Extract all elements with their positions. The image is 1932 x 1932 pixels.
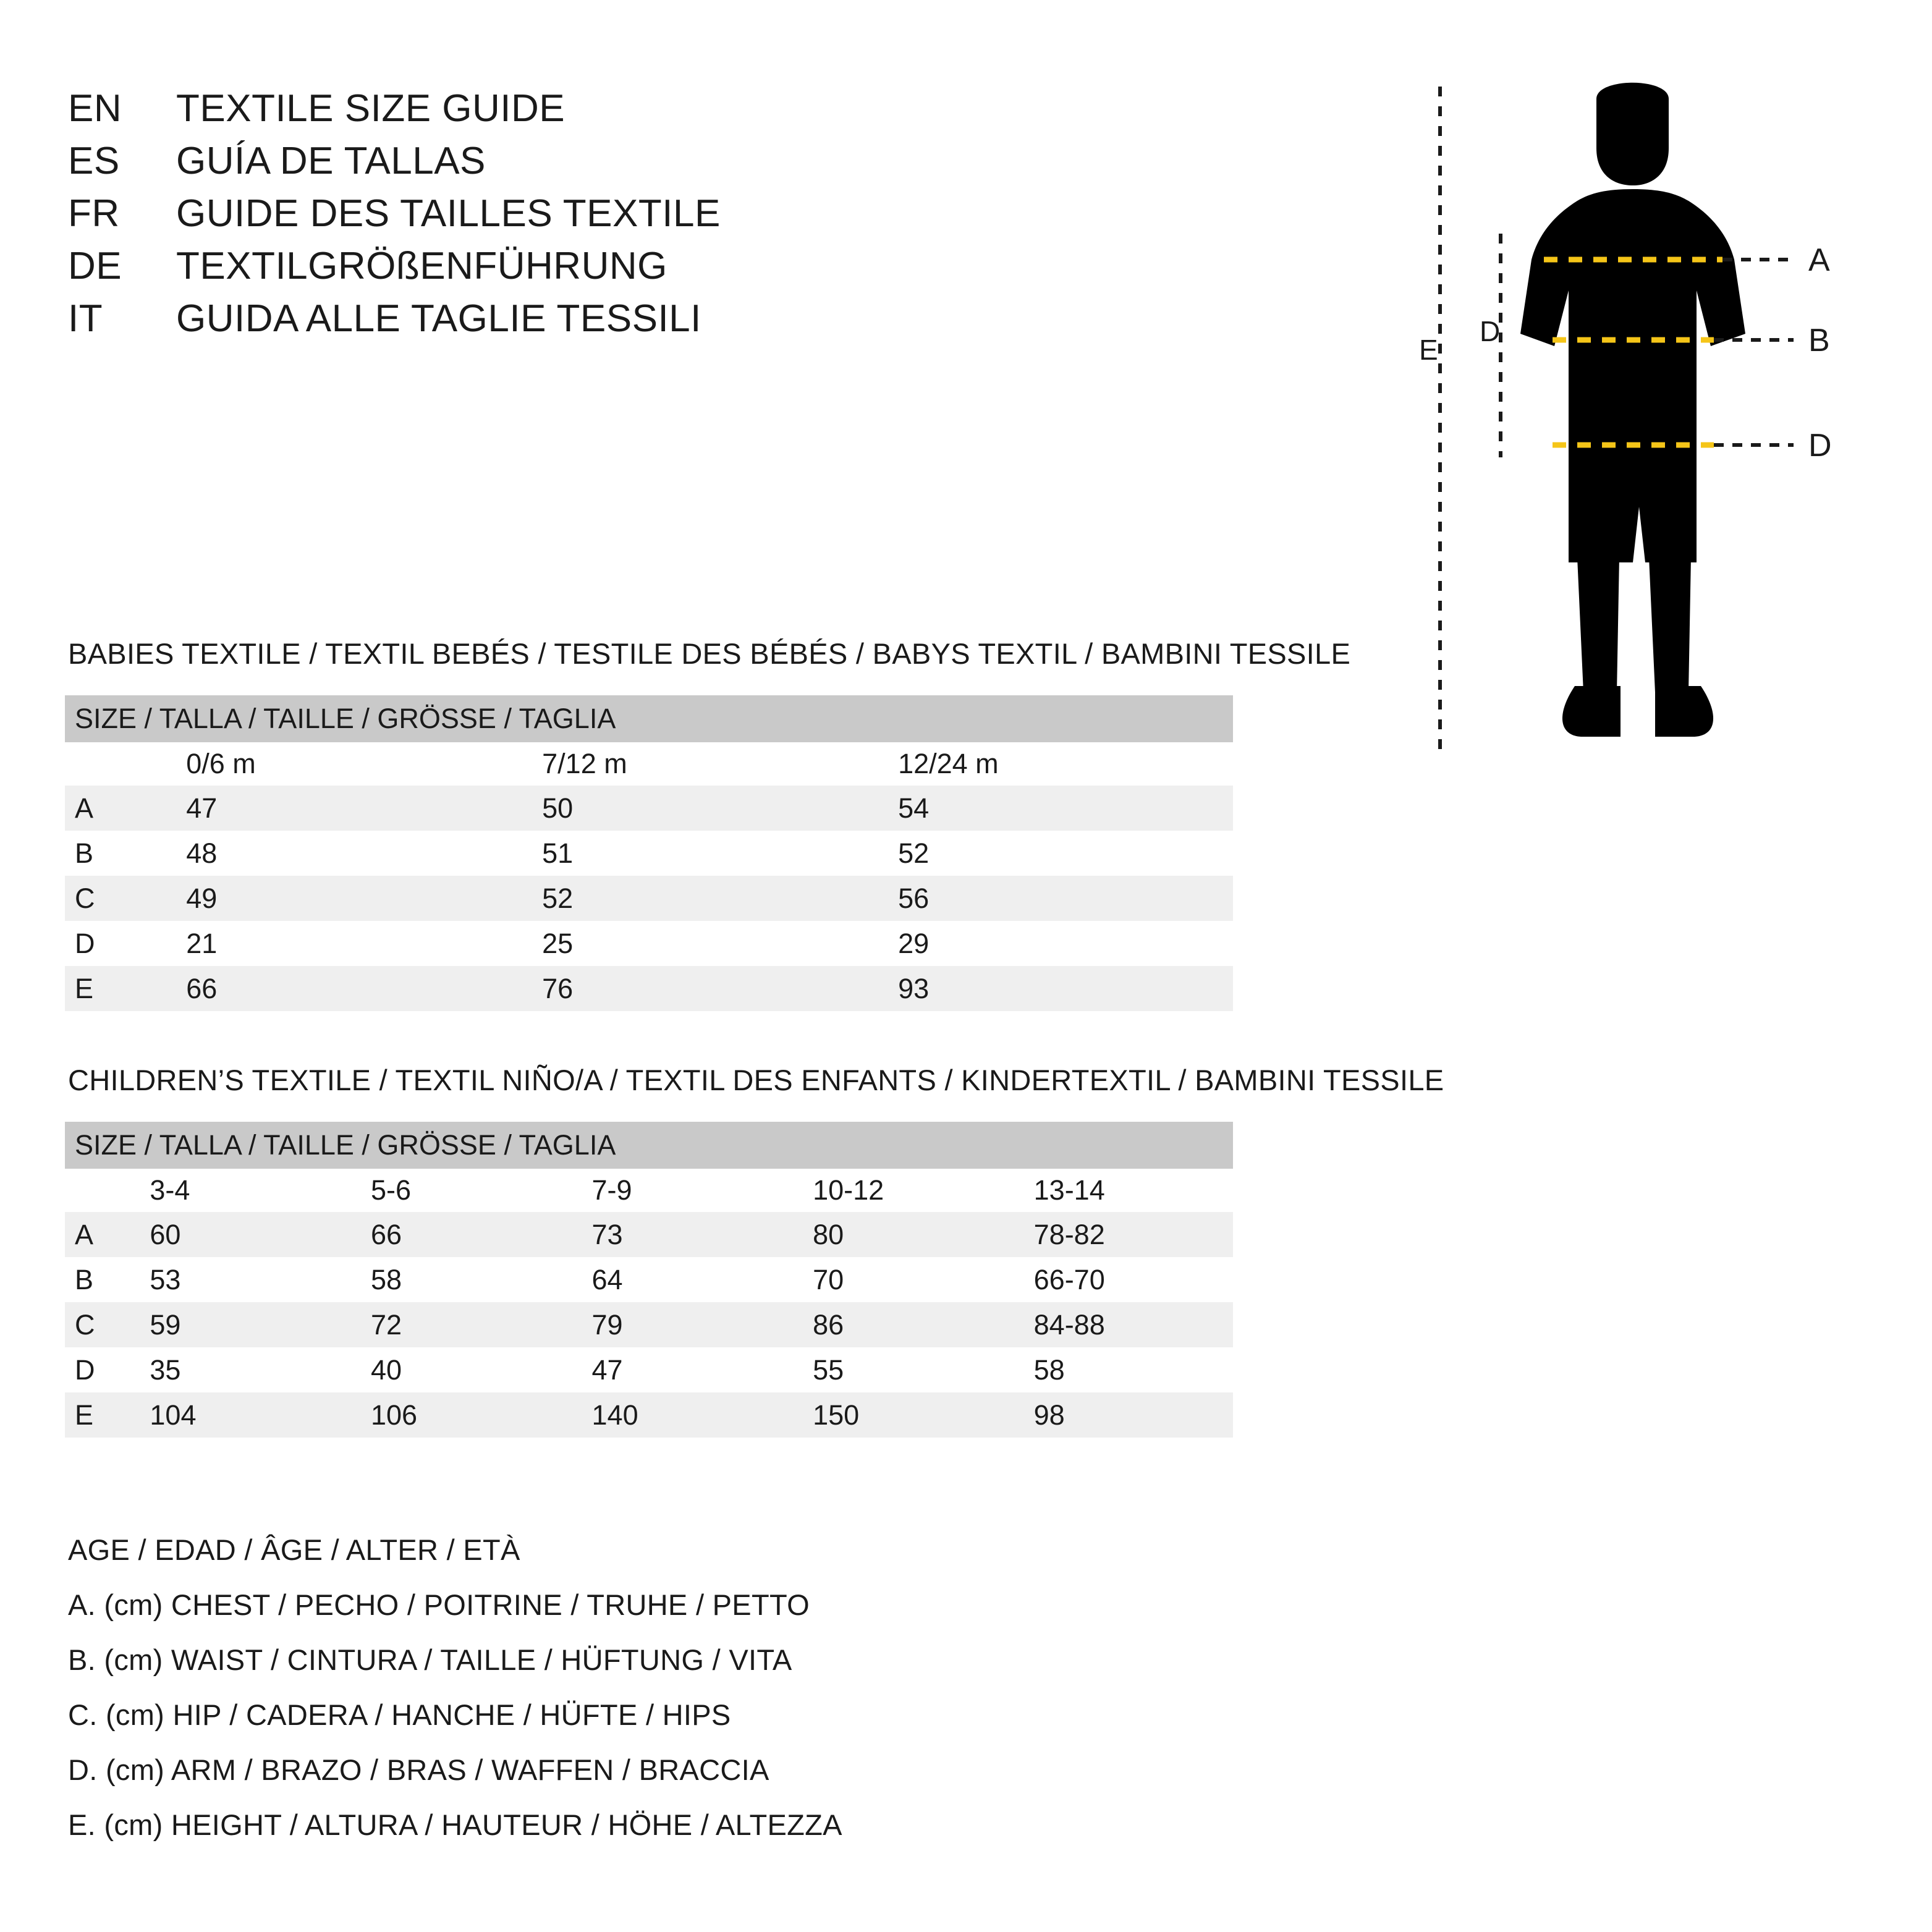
children-row-c-v3: 86	[792, 1302, 1013, 1347]
babies-row-b-v2: 52	[877, 831, 1233, 876]
children-row-e-v4: 98	[1013, 1392, 1233, 1438]
children-row-c-label: C	[65, 1302, 129, 1347]
table-row	[65, 966, 1233, 1011]
babies-row-a-label: A	[65, 786, 165, 831]
babies-row-d-v0: 21	[165, 921, 521, 966]
children-row-d-v1: 40	[350, 1347, 571, 1392]
babies-row-a-v2: 54	[877, 786, 1233, 831]
children-row-c-v0: 59	[129, 1302, 350, 1347]
babies-col-blank	[65, 742, 165, 786]
children-row-b-v3: 70	[792, 1257, 1013, 1302]
children-row-e-label: E	[65, 1392, 129, 1438]
children-row-e-v0: 104	[129, 1392, 350, 1438]
title-lang-fr: FR	[68, 192, 120, 235]
title-row-de	[68, 244, 1119, 288]
children-col-1: 5-6	[350, 1169, 571, 1212]
babies-size-header: SIZE / TALLA / TAILLE / GRÖSSE / TAGLIA	[65, 695, 1233, 742]
table-row	[65, 921, 1233, 966]
children-row-b-v4: 66-70	[1013, 1257, 1233, 1302]
children-table-header-row	[65, 1122, 1233, 1169]
children-row-c-v2: 79	[571, 1302, 792, 1347]
babies-row-e-v1: 76	[521, 966, 877, 1011]
children-size-header: SIZE / TALLA / TAILLE / GRÖSSE / TAGLIA	[65, 1122, 1233, 1169]
children-row-b-v1: 58	[350, 1257, 571, 1302]
child-silhouette-figure	[1415, 74, 1885, 766]
children-row-d-v4: 58	[1013, 1347, 1233, 1392]
legend-line-age: AGE / EDAD / ÂGE / ALTER / ETÀ	[68, 1533, 520, 1566]
title-row-it	[68, 297, 1119, 341]
legend-line-b: B. (cm) WAIST / CINTURA / TAILLE / HÜFTUNG / VITA	[68, 1643, 792, 1676]
children-row-b-v0: 53	[129, 1257, 350, 1302]
table-row	[65, 1347, 1233, 1392]
children-row-c-v1: 72	[350, 1302, 571, 1347]
children-col-blank	[65, 1169, 129, 1212]
title-lang-it: IT	[68, 297, 103, 340]
legend-line-d: D. (cm) ARM / BRAZO / BRAS / WAFFEN / BRACCIA	[68, 1753, 769, 1786]
children-row-a-v4: 78-82	[1013, 1212, 1233, 1257]
babies-row-c-v2: 56	[877, 876, 1233, 921]
babies-row-e-v2: 93	[877, 966, 1233, 1011]
babies-col-1: 7/12 m	[521, 742, 877, 786]
children-size-table	[65, 1122, 1233, 1438]
babies-row-b-v0: 48	[165, 831, 521, 876]
title-row-en	[68, 87, 1119, 130]
babies-row-e-v0: 66	[165, 966, 521, 1011]
children-column-header-row	[65, 1169, 1233, 1212]
babies-size-table	[65, 695, 1233, 1011]
table-row	[65, 1302, 1233, 1347]
children-row-a-v2: 73	[571, 1212, 792, 1257]
title-lang-es: ES	[68, 140, 120, 182]
children-col-0: 3-4	[129, 1169, 350, 1212]
table-row	[65, 1392, 1233, 1438]
babies-row-d-v1: 25	[521, 921, 877, 966]
babies-row-b-label: B	[65, 831, 165, 876]
title-block	[68, 87, 1119, 349]
title-text-it: GUIDA ALLE TAGLIE TESSILI	[176, 297, 701, 340]
title-lang-de: DE	[68, 245, 122, 287]
table-row	[65, 1212, 1233, 1257]
children-row-d-label: D	[65, 1347, 129, 1392]
children-row-a-v1: 66	[350, 1212, 571, 1257]
title-text-fr: GUIDE DES TAILLES TEXTILE	[176, 192, 721, 235]
babies-row-e-label: E	[65, 966, 165, 1011]
marker-label-e: E	[1419, 334, 1438, 366]
babies-row-c-label: C	[65, 876, 165, 921]
silhouette-shape	[1520, 83, 1745, 737]
measurement-legend	[68, 1533, 1242, 1863]
children-col-2: 7-9	[571, 1169, 792, 1212]
children-section-heading: CHILDREN’S TEXTILE / TEXTIL NIÑO/A / TEXTIL DES ENFANTS / KINDERTEXTIL / BAMBINI TESSILE	[68, 1064, 1444, 1096]
marker-label-c: D	[1808, 428, 1832, 464]
children-row-d-v3: 55	[792, 1347, 1013, 1392]
table-row	[65, 831, 1233, 876]
babies-section-heading: BABIES TEXTILE / TEXTIL BEBÉS / TESTILE DES BÉBÉS / BABYS TEXTIL / BAMBINI TESSILE	[68, 637, 1351, 670]
table-row	[65, 876, 1233, 921]
children-row-c-v4: 84-88	[1013, 1302, 1233, 1347]
legend-line-a: A. (cm) CHEST / PECHO / POITRINE / TRUHE / PETTO	[68, 1588, 810, 1621]
babies-row-c-v1: 52	[521, 876, 877, 921]
babies-row-b-v1: 51	[521, 831, 877, 876]
title-row-fr	[68, 192, 1119, 235]
marker-label-b: B	[1808, 323, 1830, 358]
children-row-d-v2: 47	[571, 1347, 792, 1392]
babies-row-d-label: D	[65, 921, 165, 966]
title-row-es	[68, 139, 1119, 183]
title-text-es: GUÍA DE TALLAS	[176, 140, 486, 182]
marker-label-d: D	[1480, 315, 1501, 347]
children-col-3: 10-12	[792, 1169, 1013, 1212]
children-row-d-v0: 35	[129, 1347, 350, 1392]
title-text-en: TEXTILE SIZE GUIDE	[176, 87, 566, 130]
children-row-e-v3: 150	[792, 1392, 1013, 1438]
children-row-b-label: B	[65, 1257, 129, 1302]
children-row-e-v2: 140	[571, 1392, 792, 1438]
children-row-e-v1: 106	[350, 1392, 571, 1438]
children-col-4: 13-14	[1013, 1169, 1233, 1212]
table-row	[65, 786, 1233, 831]
babies-row-a-v0: 47	[165, 786, 521, 831]
table-row	[65, 1257, 1233, 1302]
title-text-de: TEXTILGRÖßENFÜHRUNG	[176, 245, 667, 287]
babies-table-header-row	[65, 695, 1233, 742]
children-row-b-v2: 64	[571, 1257, 792, 1302]
children-row-a-v0: 60	[129, 1212, 350, 1257]
babies-row-a-v1: 50	[521, 786, 877, 831]
title-lang-en: EN	[68, 87, 122, 130]
legend-line-c: C. (cm) HIP / CADERA / HANCHE / HÜFTE / HIPS	[68, 1698, 731, 1731]
babies-col-2: 12/24 m	[877, 742, 1233, 786]
legend-line-e: E. (cm) HEIGHT / ALTURA / HAUTEUR / HÖHE / ALTEZZA	[68, 1808, 842, 1841]
children-row-a-label: A	[65, 1212, 129, 1257]
children-row-a-v3: 80	[792, 1212, 1013, 1257]
babies-row-d-v2: 29	[877, 921, 1233, 966]
babies-column-header-row	[65, 742, 1233, 786]
babies-row-c-v0: 49	[165, 876, 521, 921]
marker-label-a: A	[1808, 242, 1830, 278]
babies-col-0: 0/6 m	[165, 742, 521, 786]
